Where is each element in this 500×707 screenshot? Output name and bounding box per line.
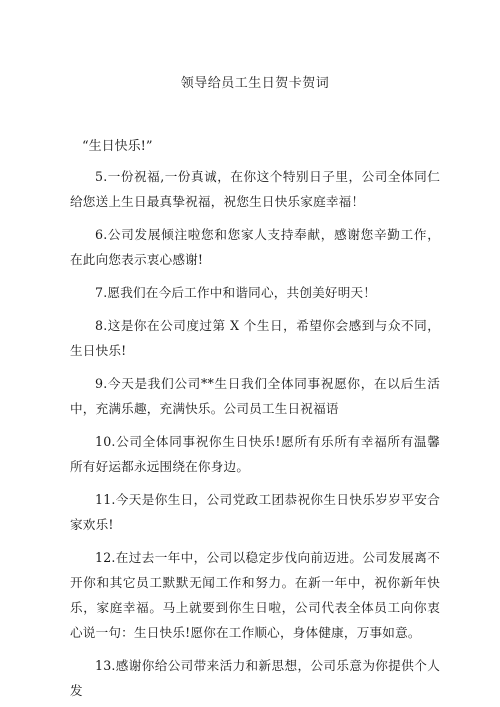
paragraph-10: 10.公司全体同事祝你生日快乐!愿所有乐所有幸福所有温馨所有好运都永远围绕在你身边。 [70, 434, 440, 474]
paragraph-8: 8.这是你在公司度过第 X 个生日，希望你会感到与众不同，生日快乐! [70, 318, 440, 358]
paragraph-6: 6.公司发展倾注啦您和您家人支持奉献，感谢您辛勤工作，在此向您表示衷心感谢! [70, 227, 440, 267]
greeting-line: “生日快乐!” [82, 139, 153, 154]
paragraph-9: 9.今天是我们公司**生日我们全体同事祝愿你，在以后生活中，充满乐趣，充满快乐。公司员工生日祝福语 [70, 376, 440, 416]
paragraph-11: 11.今天是你生日，公司党政工团恭祝你生日快乐岁岁平安合家欢乐! [70, 492, 440, 532]
paragraph-13: 13.感谢你给公司带来活力和新思想，公司乐意为你提供个人发 [70, 658, 440, 698]
paragraph-5: 5.一份祝福,一份真诚，在你这个特别日子里，公司全体同仁给您送上生日最真挚祝福，祝您生日快乐家庭幸福！ [70, 169, 440, 209]
paragraph-12: 12.在过去一年中，公司以稳定步伐向前迈进。公司发展离不开你和其它员工默默无闻工作和努力。在新一年中，祝你新年快乐，家庭幸福。马上就要到你生日啦，公司代表全体员工向你衷心说一句：生日快乐!愿你在工作顺心，身体健康，万事如意。 [70, 550, 440, 640]
paragraph-7: 7.愿我们在今后工作中和谐同心，共创美好明天！ [95, 285, 377, 300]
document-title: 领导给员工生日贺卡贺词 [180, 76, 330, 91]
